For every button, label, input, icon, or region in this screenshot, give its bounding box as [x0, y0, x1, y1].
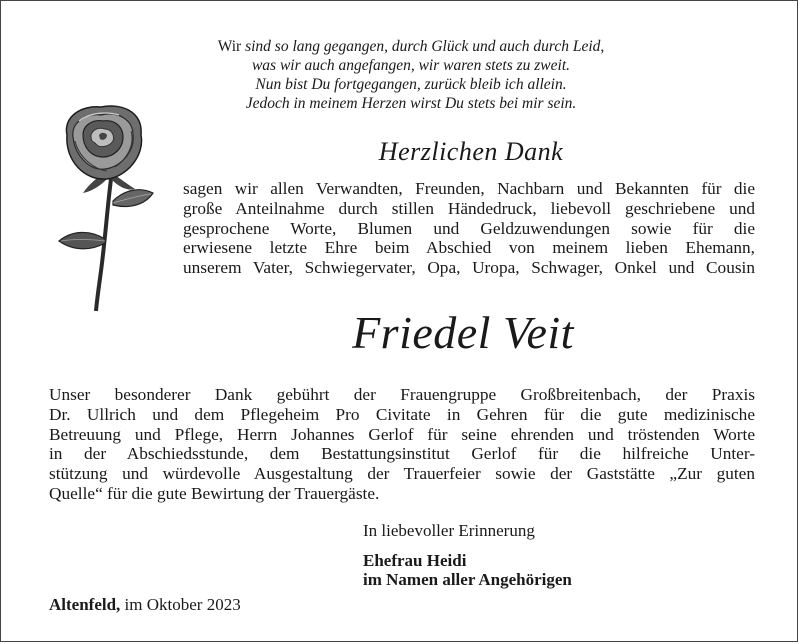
text-line: Quelle“ für die gute Bewirtung der Trauergäste. — [49, 483, 380, 503]
special-thanks-text — [49, 385, 755, 504]
rose-icon — [49, 101, 159, 313]
text-line: große Anteilnahme durch stillen Händedruck, liebevoll geschriebene und — [183, 198, 755, 218]
poem — [141, 37, 681, 113]
deceased-name: Friedel Veit — [352, 307, 574, 358]
text-line: Betreuung und Pflege, Herrn Johannes Gerlof für seine ehrenden und tröstenden Worte — [49, 424, 755, 444]
signature-line: Ehefrau Heidi — [363, 551, 467, 570]
signature-line: im Namen aller Angehörigen — [363, 570, 572, 589]
signature — [363, 551, 572, 589]
thanks-text — [183, 179, 755, 278]
text-line: sagen wir allen Verwandten, Freunden, Nachbarn und Bekannten für die — [183, 179, 755, 198]
location-place: Altenfeld, — [49, 595, 121, 614]
poem-line: Nun bist Du fortgegangen, zurück bleib ich allein. — [255, 76, 567, 93]
poem-line: Jedoch in meinem Herzen wirst Du stets bei mir sein. — [245, 95, 577, 112]
text-line: in der Abschiedsstunde, dem Bestattungsinstitut Gerlof für die hilfreiche Unter- — [49, 444, 755, 464]
text-line: erwiesene letzte Ehre beim Abschied von meinem lieben Ehemann, — [183, 238, 755, 258]
thanks-heading: Herzlichen Dank — [378, 137, 564, 166]
text-line: Unser besonderer Dank gebührt der Frauengruppe Großbreitenbach, der Praxis — [49, 385, 755, 404]
poem-line: was wir auch angefangen, wir waren stets zu zweit. — [251, 57, 571, 74]
location-date — [49, 595, 241, 615]
text-line: stützung und würdevolle Ausgestaltung der Trauerfeier sowie der Gaststätte „Zur guten — [49, 464, 755, 484]
text-line: Dr. Ullrich und dem Pflegeheim Pro Civitate in Gehren für die gute medizinische — [49, 404, 755, 424]
text-line: unserem Vater, Schwiegervater, Opa, Uropa, Schwager, Onkel und Cousin — [183, 258, 755, 278]
memory-line: In liebevoller Erinnerung — [363, 521, 535, 540]
location-date-text: im Oktober 2023 — [120, 595, 241, 614]
poem-line: Wir sind so lang gegangen, durch Glück und auch durch Leid, — [217, 38, 605, 55]
text-line: gesprochene Worte, Blumen und Geldzuwendungen sowie für die — [183, 218, 755, 238]
